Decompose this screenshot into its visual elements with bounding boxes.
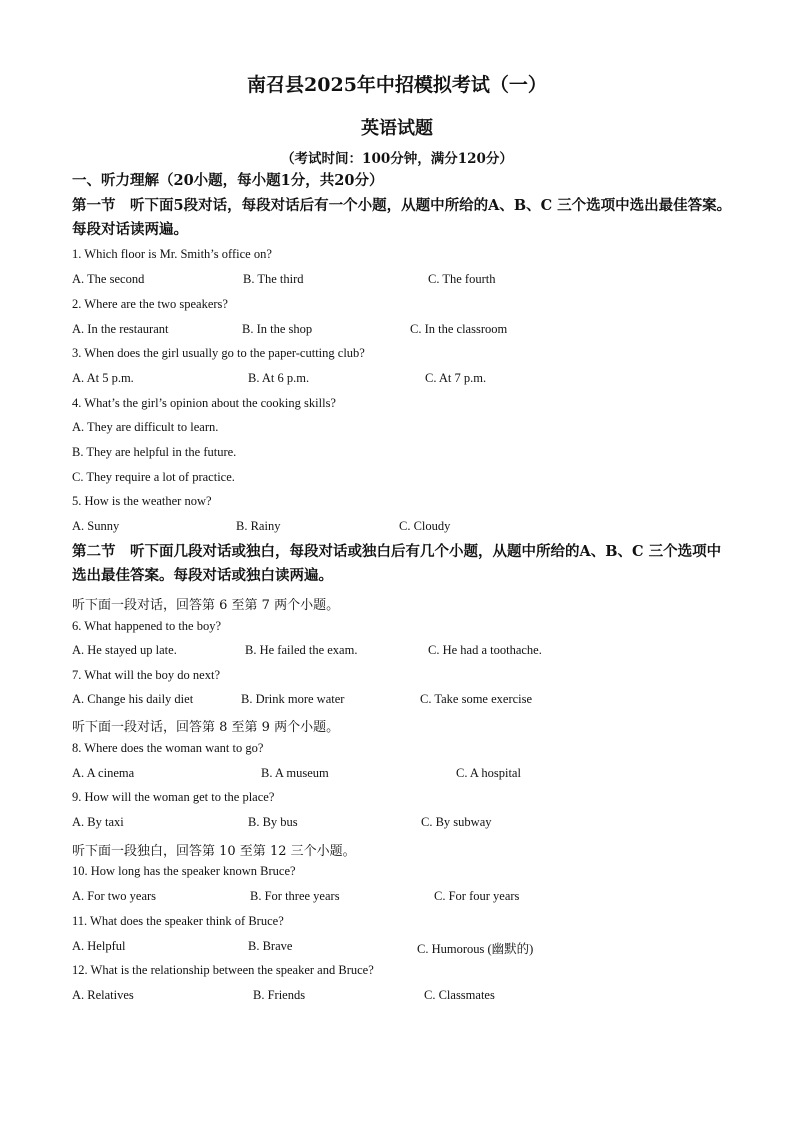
option-8c: C. A hospital [456, 766, 521, 780]
option-7b: B. Drink more water [241, 692, 345, 706]
instruction-8-9: 听下面一段对话，回答第 8 至第 9 两个小题。 [72, 720, 340, 735]
question-5: 5. How is the weather now? [72, 494, 212, 508]
question-12: 12. What is the relationship between the speaker and Bruce? [72, 963, 374, 977]
question-9: 9. How will the woman get to the place? [72, 790, 275, 804]
option-6a: A. He stayed up late. [72, 643, 177, 657]
subject-title: 英语试题 [361, 118, 433, 139]
question-6: 6. What happened to the boy? [72, 619, 222, 633]
option-4a: A. They are difficult to learn. [72, 420, 219, 434]
question-4: 4. What’s the girl’s opinion about the cooking skills? [72, 396, 336, 410]
option-4b: B. They are helpful in the future. [72, 445, 237, 459]
option-3b: B. At 6 p.m. [248, 371, 310, 385]
option-11b: B. Brave [248, 939, 293, 953]
option-9b: B. By bus [248, 815, 298, 829]
option-1b: B. The third [243, 272, 304, 286]
option-7a: A. Change his daily diet [72, 692, 194, 706]
option-12c: C. Classmates [424, 988, 495, 1002]
option-5c: C. Cloudy [399, 519, 451, 533]
option-12b: B. Friends [253, 988, 306, 1002]
exam-title: 南召县2025年中招模拟考试（一） [247, 74, 547, 96]
option-4c: C. They require a lot of practice. [72, 470, 235, 484]
option-10c: C. For four years [434, 889, 520, 903]
option-8b: B. A museum [261, 766, 329, 780]
option-10b: B. For three years [250, 889, 340, 903]
option-10a: A. For two years [72, 889, 157, 903]
part1-heading: 一、听力理解（20小题，每小题1分，共20分） [72, 172, 384, 189]
option-2c: C. In the classroom [410, 322, 508, 336]
option-5a: A. Sunny [72, 519, 120, 533]
option-11c: C. Humorous (幽默的) [417, 942, 534, 956]
option-5b: B. Rainy [236, 519, 281, 533]
question-8: 8. Where does the woman want to go? [72, 741, 264, 755]
option-6c: C. He had a toothache. [428, 643, 542, 657]
exam-info: （考试时间：100分钟，满分120分） [281, 151, 513, 167]
section1-instructions: 第一节 听下面5段对话，每段对话后有一个小题，从题中所给的A、B、C 三个选项中选出最佳答案。每段对话读两遍。 [72, 197, 732, 238]
option-3c: C. At 7 p.m. [425, 371, 487, 385]
option-3a: A. At 5 p.m. [72, 371, 134, 385]
option-1a: A. The second [72, 272, 145, 286]
instruction-6-7: 听下面一段对话，回答第 6 至第 7 两个小题。 [72, 598, 340, 613]
section2-instructions: 第二节 听下面几段对话或独白，每段对话或独白后有几个小题，从题中所给的A、B、C 三个选项中选出最佳答案。每段对话或独白读两遍。 [72, 543, 722, 584]
question-3: 3. When does the girl usually go to the paper-cutting club? [72, 346, 365, 360]
question-11: 11. What does the speaker think of Bruce? [72, 914, 284, 928]
option-1c: C. The fourth [428, 272, 496, 286]
option-9c: C. By subway [421, 815, 492, 829]
question-2: 2. Where are the two speakers? [72, 297, 228, 311]
option-11a: A. Helpful [72, 939, 126, 953]
option-6b: B. He failed the exam. [245, 643, 358, 657]
question-7: 7. What will the boy do next? [72, 668, 221, 682]
question-10: 10. How long has the speaker known Bruce? [72, 864, 296, 878]
instruction-10-12: 听下面一段独白，回答第 10 至第 12 三个小题。 [72, 844, 356, 859]
option-12a: A. Relatives [72, 988, 134, 1002]
question-1: 1. Which floor is Mr. Smith’s office on? [72, 247, 272, 261]
option-7c: C. Take some exercise [420, 692, 533, 706]
option-9a: A. By taxi [72, 815, 124, 829]
option-2a: A. In the restaurant [72, 322, 169, 336]
option-8a: A. A cinema [72, 766, 135, 780]
option-2b: B. In the shop [242, 322, 313, 336]
